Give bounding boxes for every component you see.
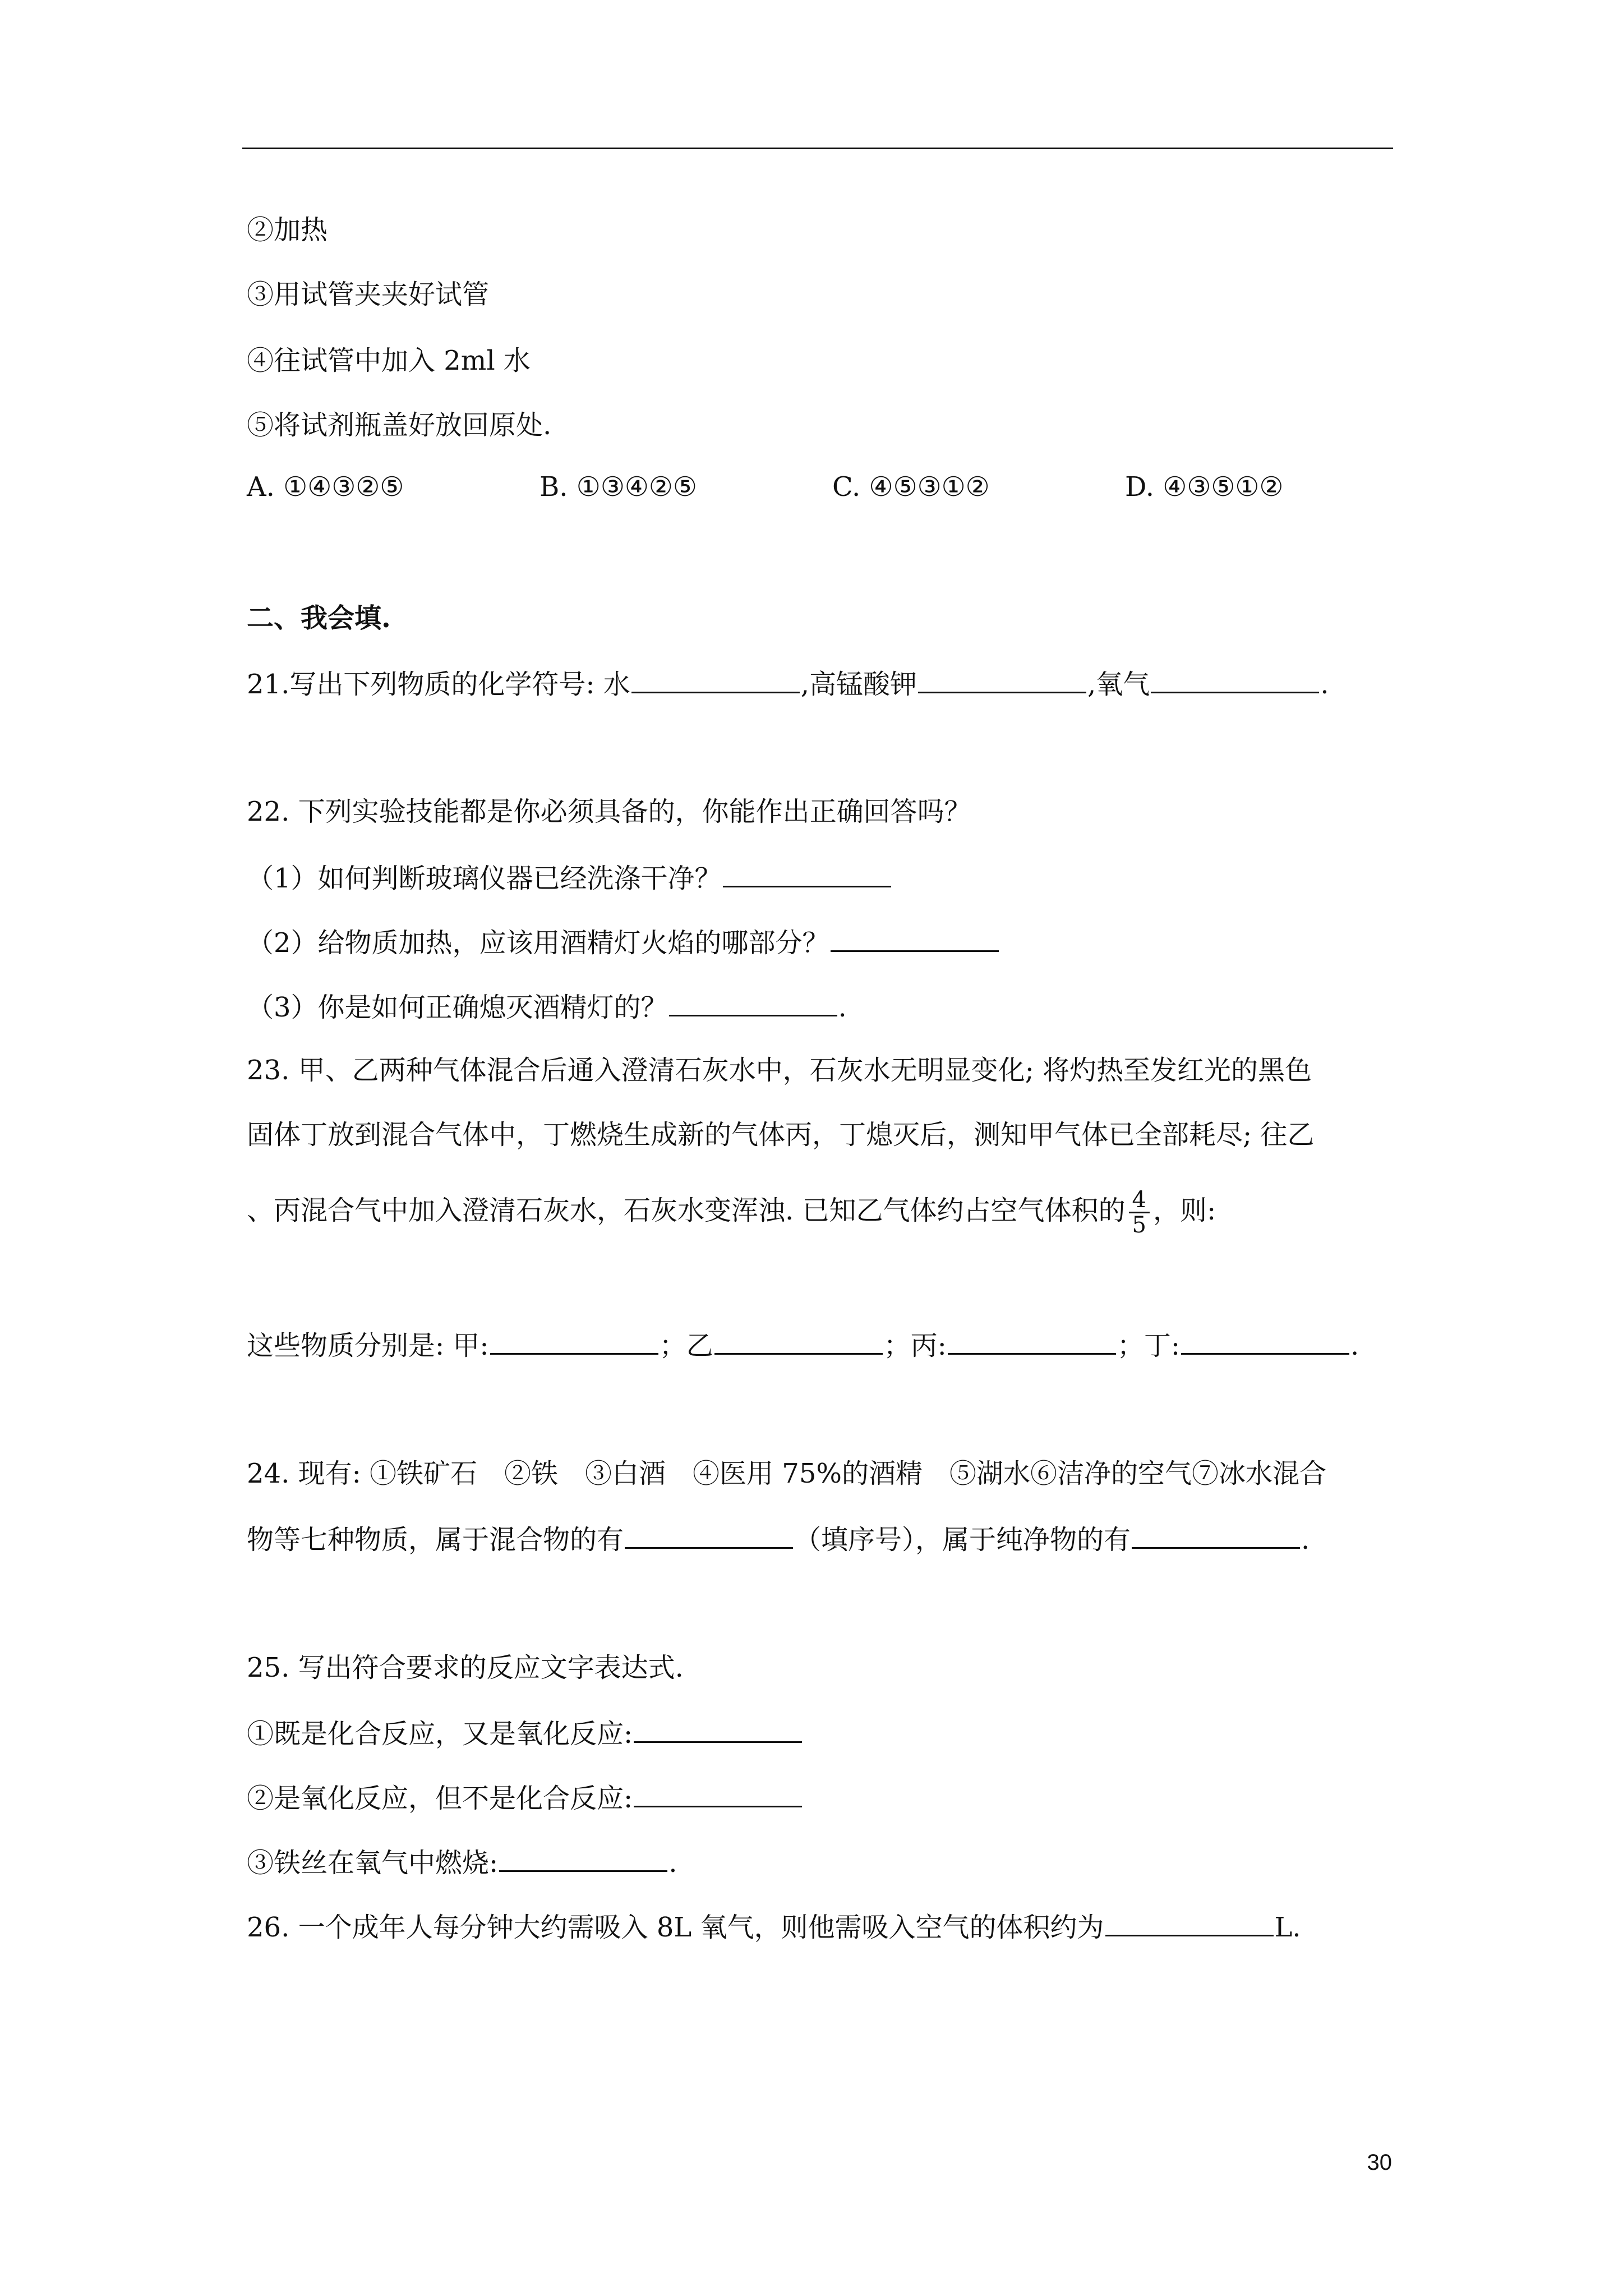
q24-end: . bbox=[1301, 1524, 1310, 1556]
q22-sub3-end: . bbox=[838, 992, 847, 1023]
q22-sub1-text: （1）如何判断玻璃仪器已经洗涤干净？ bbox=[247, 863, 722, 894]
header-rule bbox=[242, 148, 1393, 149]
question-25-stem: 25. 写出符合要求的反应文字表达式. bbox=[247, 1652, 684, 1683]
q23-line3-end: ，则: bbox=[1152, 1195, 1216, 1226]
q21-oxygen-blank[interactable] bbox=[1151, 666, 1319, 693]
q23-line3-text: 、丙混合气中加入澄清石灰水，石灰水变浑浊. 已知乙气体约占空气体积的 bbox=[247, 1195, 1126, 1226]
q25-sub2-text: ②是氧化反应，但不是化合反应: bbox=[247, 1783, 633, 1814]
option-b[interactable]: B. ①③④②⑤ bbox=[540, 471, 697, 503]
q23-jia-blank[interactable] bbox=[490, 1327, 658, 1355]
q21-water-blank[interactable] bbox=[631, 666, 800, 693]
q22-sub3-text: （3）你是如何正确熄灭酒精灯的？ bbox=[247, 992, 668, 1023]
q23-bing-blank[interactable] bbox=[948, 1327, 1116, 1355]
section-title: 二、我会填. bbox=[247, 602, 391, 634]
q24-pure-blank[interactable] bbox=[1132, 1521, 1300, 1549]
q22-sub3-blank[interactable] bbox=[669, 989, 837, 1016]
q25-sub3-end: . bbox=[668, 1847, 677, 1879]
fraction-denominator: 5 bbox=[1132, 1212, 1146, 1238]
question-23-line2: 固体丁放到混合气体中，丁燃烧生成新的气体丙，丁熄灭后，测知甲气体已全部耗尽; 往乙 bbox=[247, 1119, 1315, 1151]
option-d[interactable]: D. ④③⑤①② bbox=[1125, 471, 1284, 503]
question-25-sub3 bbox=[247, 1844, 677, 1880]
question-22-sub3 bbox=[247, 989, 847, 1024]
q21-end: . bbox=[1320, 669, 1329, 700]
question-22-stem: 22. 下列实验技能都是你必须具备的，你能作出正确回答吗？ bbox=[247, 796, 971, 827]
question-25-sub2 bbox=[247, 1780, 803, 1815]
step-4: ④往试管中加入 2ml 水 bbox=[247, 345, 531, 376]
q23-end: . bbox=[1350, 1330, 1359, 1361]
question-22-sub2 bbox=[247, 924, 1000, 960]
question-24-line1: 24. 现有: ①铁矿石 ②铁 ③白酒 ④医用 75%的酒精 ⑤湖水⑥洁净的空气⑦冰水混合 bbox=[247, 1458, 1326, 1489]
question-26 bbox=[247, 1909, 1301, 1944]
step-5: ⑤将试剂瓶盖好放回原处. bbox=[247, 409, 552, 441]
question-25-sub1 bbox=[247, 1715, 803, 1751]
q23-sep1: ；乙 bbox=[659, 1330, 713, 1361]
question-23-answers bbox=[247, 1327, 1359, 1363]
option-a[interactable]: A. ①④③②⑤ bbox=[247, 471, 404, 503]
q21-mid2: ,氧气 bbox=[1087, 669, 1150, 700]
q23-answers-prefix: 这些物质分别是: 甲: bbox=[247, 1330, 489, 1361]
fraction-numerator: 4 bbox=[1129, 1188, 1150, 1213]
q22-sub2-text: （2）给物质加热，应该用酒精灯火焰的哪部分？ bbox=[247, 927, 829, 959]
q26-end: L. bbox=[1274, 1912, 1301, 1943]
question-23-line3 bbox=[247, 1188, 1216, 1237]
question-22-sub1 bbox=[247, 860, 892, 895]
q24-line2-prefix: 物等七种物质，属于混合物的有 bbox=[247, 1524, 624, 1556]
q21-mid1: ,高锰酸钾 bbox=[800, 669, 917, 700]
question-23-line1: 23. 甲、乙两种气体混合后通入澄清石灰水中，石灰水无明显变化; 将灼热至发红光的黑色 bbox=[247, 1055, 1312, 1086]
q24-mixture-blank[interactable] bbox=[625, 1521, 793, 1549]
q26-prefix: 26. 一个成年人每分钟大约需吸入 8L 氧气，则他需吸入空气的体积约为 bbox=[247, 1912, 1104, 1943]
q25-sub3-text: ③铁丝在氧气中燃烧: bbox=[247, 1847, 499, 1879]
q21-prefix: 21.写出下列物质的化学符号: 水 bbox=[247, 669, 630, 700]
step-3: ③用试管夹夹好试管 bbox=[247, 279, 490, 310]
q22-sub2-blank[interactable] bbox=[831, 924, 999, 952]
q26-volume-blank[interactable] bbox=[1105, 1909, 1274, 1936]
q21-kmno4-blank[interactable] bbox=[918, 666, 1086, 693]
q23-sep3: ；丁: bbox=[1117, 1330, 1180, 1361]
q25-sub2-blank[interactable] bbox=[634, 1780, 802, 1807]
q25-sub3-blank[interactable] bbox=[499, 1844, 667, 1872]
q25-sub1-blank[interactable] bbox=[634, 1715, 802, 1743]
question-24-line2 bbox=[247, 1521, 1310, 1557]
fraction bbox=[1129, 1188, 1150, 1237]
step-2: ②加热 bbox=[247, 214, 328, 246]
q23-sep2: ；丙: bbox=[883, 1330, 947, 1361]
q25-sub1-text: ①既是化合反应，又是氧化反应: bbox=[247, 1718, 633, 1750]
q23-yi-blank[interactable] bbox=[714, 1327, 883, 1355]
option-c[interactable]: C. ④⑤③①② bbox=[832, 471, 990, 503]
q23-ding-blank[interactable] bbox=[1181, 1327, 1349, 1355]
question-21 bbox=[247, 666, 1329, 701]
q22-sub1-blank[interactable] bbox=[723, 860, 891, 887]
q24-line2-mid: （填序号），属于纯净物的有 bbox=[794, 1524, 1131, 1556]
page-number: 30 bbox=[1367, 2150, 1392, 2175]
